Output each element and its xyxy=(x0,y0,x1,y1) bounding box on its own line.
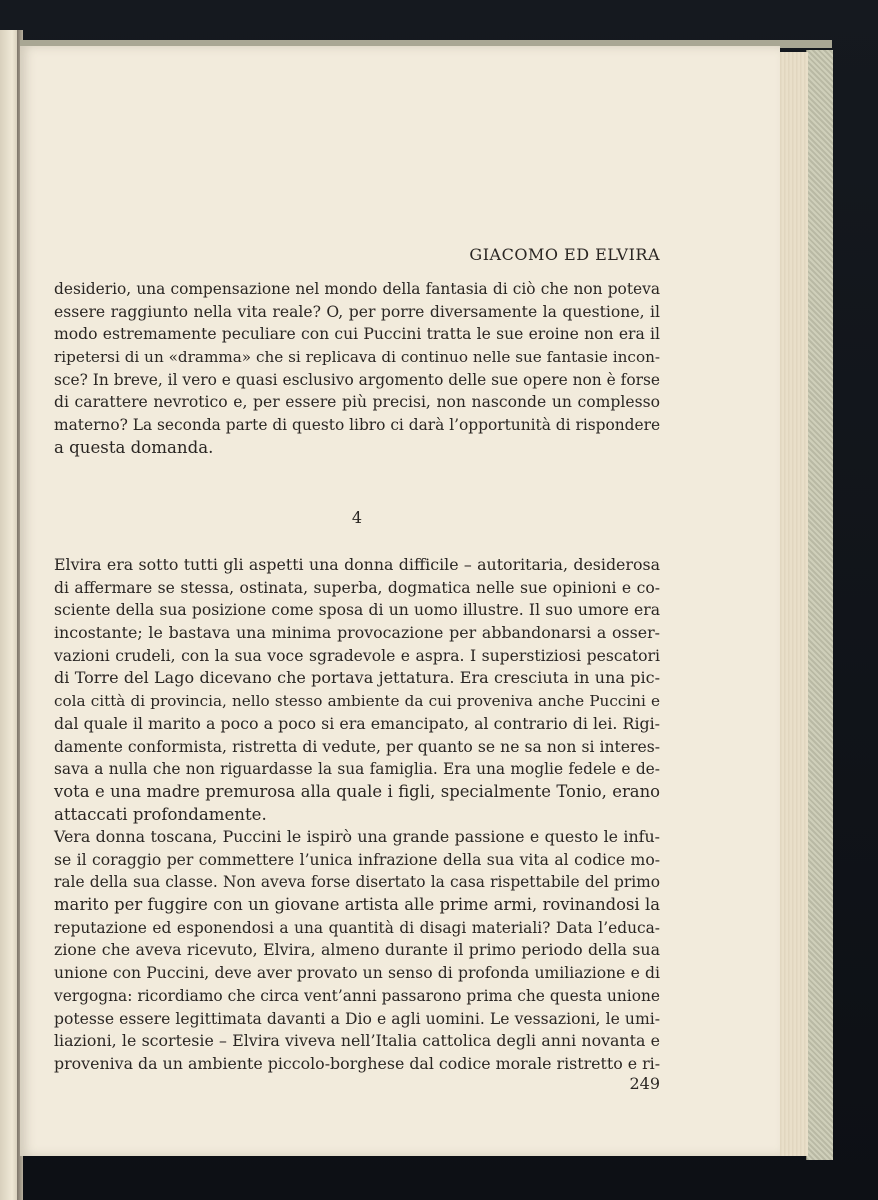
text-line: essere raggiunto nella vita reale? O, per porre diversamente la questione, il xyxy=(54,302,660,321)
text-line: Elvira era sotto tutti gli aspetti una donna difficile – autoritaria, desiderosa xyxy=(54,555,660,574)
cover-right-edge xyxy=(806,50,833,1160)
text-line: sciente della sua posizione come sposa di un uomo illustre. Il suo umore era xyxy=(54,601,660,620)
paragraph-1 xyxy=(54,278,660,460)
text-line: potesse essere legittimata davanti a Dio e agli uomini. Le vessazioni, le umi- xyxy=(54,1009,660,1028)
text-line: vazioni crudeli, con la sua voce sgradevole e aspra. I superstiziosi pescatori xyxy=(54,646,660,665)
text-line: cola città di provincia, nello stesso ambiente da cui proveniva anche Puccini e xyxy=(54,692,660,711)
text-line: modo estremamente peculiare con cui Puccini tratta le sue eroine non era il xyxy=(54,325,660,344)
text-line: rale della sua classe. Non aveva forse disertato la casa rispettabile del primo xyxy=(54,873,660,892)
text-line: reputazione ed esponendosi a una quantità di disagi materiali? Data l’educa- xyxy=(54,918,660,937)
text-line: sce? In breve, il vero e quasi esclusivo argomento delle sue opere non è forse xyxy=(54,370,660,389)
text-line: incostante; le bastava una minima provocazione per abbandonarsi a osser- xyxy=(54,623,660,643)
text-line: vota e una madre premurosa alla quale i figli, specialmente Tonio, erano xyxy=(54,781,660,801)
paragraph-2 xyxy=(54,554,660,826)
text-line: zione che aveva ricevuto, Elvira, almeno durante il primo periodo della sua xyxy=(54,940,660,960)
text-line: se il coraggio per commettere l’unica infrazione della sua vita al codice mo- xyxy=(54,850,660,869)
text-line: liazioni, le scortesie – Elvira viveva nell’Italia cattolica degli anni novanta e xyxy=(54,1031,660,1051)
text-line: a questa domanda. xyxy=(54,437,214,457)
book-page xyxy=(20,46,780,1156)
text-line: ripetersi di un «dramma» che si replicava di continuo nelle sue fantasie incon- xyxy=(54,348,660,367)
running-head: GIACOMO ED ELVIRA xyxy=(469,245,660,264)
text-line: marito per fuggire con un giovane artista alle prime armi, rovinandosi la xyxy=(54,895,660,915)
text-line: attaccati profondamente. xyxy=(54,804,267,824)
text-line: vergogna: ricordiamo che circa vent’anni passarono prima che questa unione xyxy=(54,986,660,1005)
text-line: di carattere nevrotico e, per essere più precisi, non nasconde un complesso xyxy=(54,393,660,412)
text-line: Vera donna toscana, Puccini le ispirò una grande passione e questo le infu- xyxy=(54,827,660,846)
paragraph-3 xyxy=(54,826,660,1076)
text-line: desiderio, una compensazione nel mondo della fantasia di ciò che non poteva xyxy=(54,280,660,298)
text-line: sava a nulla che non riguardasse la sua famiglia. Era una moglie fedele e de- xyxy=(54,760,660,779)
text-line: di Torre del Lago dicevano che portava jettatura. Era cresciuta in una pic- xyxy=(54,668,660,688)
text-line: dal quale il marito a poco a poco si era emancipato, al contrario di lei. Rigi- xyxy=(54,713,660,733)
text-line: damente conformista, ristretta di vedute, per quanto se ne sa non si interes- xyxy=(54,737,660,756)
text-line: di affermare se stessa, ostinata, superba, dogmatica nelle sue opinioni e co- xyxy=(54,578,660,597)
text-line: materno? La seconda parte di questo libro ci darà l’opportunità di rispondere xyxy=(54,416,661,435)
section-number: 4 xyxy=(351,508,363,527)
text-line: proveniva da un ambiente piccolo-borghese dal codice morale ristretto e ri- xyxy=(54,1053,661,1073)
text-line: unione con Puccini, deve aver provato un senso di profonda umiliazione e di xyxy=(54,964,660,983)
page-number: 249 xyxy=(629,1074,660,1093)
